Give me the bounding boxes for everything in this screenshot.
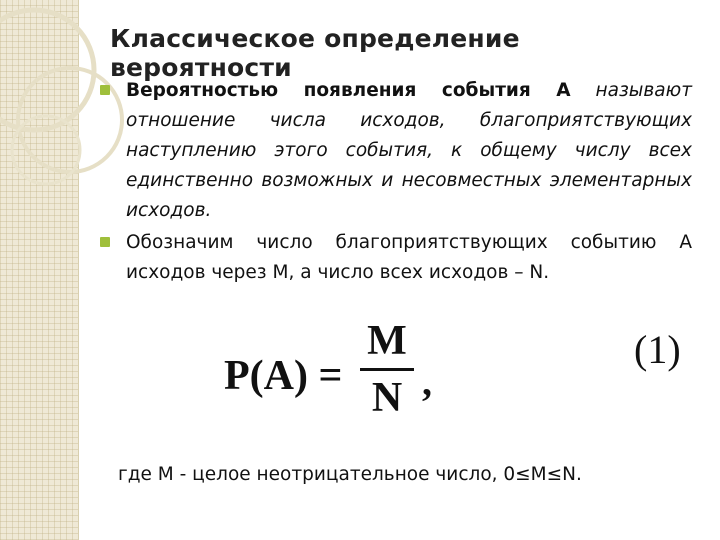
bullet-definition bbox=[100, 76, 692, 226]
notation-text: Обозначим число благоприятствующих событию А исходов через М, а число всех исходов – N. bbox=[126, 232, 692, 283]
bullet-list bbox=[100, 76, 692, 290]
formula-comma: , bbox=[422, 359, 432, 404]
formula-lhs: P(A) = bbox=[224, 353, 343, 399]
bullet-marker-icon bbox=[100, 85, 110, 95]
slide-title: Классическое определение вероятности bbox=[110, 24, 520, 82]
probability-formula bbox=[224, 318, 524, 428]
formula-fraction bbox=[360, 318, 414, 421]
bullet-marker-icon bbox=[100, 237, 110, 247]
fraction-bar bbox=[360, 368, 414, 371]
formula-numerator: M bbox=[367, 318, 407, 364]
definition-lead: Вероятностью появления события А bbox=[126, 80, 571, 101]
equation-number: (1) bbox=[634, 327, 681, 372]
definition-text: называют отношение числа исходов, благоприятствующих наступлению этого события, к общему числу всех единственно возможных и несовместных элементарных исходов. bbox=[126, 80, 692, 221]
formula-denominator: N bbox=[371, 375, 403, 421]
formula-note: где М - целое неотрицательное число, 0≤M≤N. bbox=[118, 464, 582, 485]
bullet-notation bbox=[100, 228, 692, 288]
